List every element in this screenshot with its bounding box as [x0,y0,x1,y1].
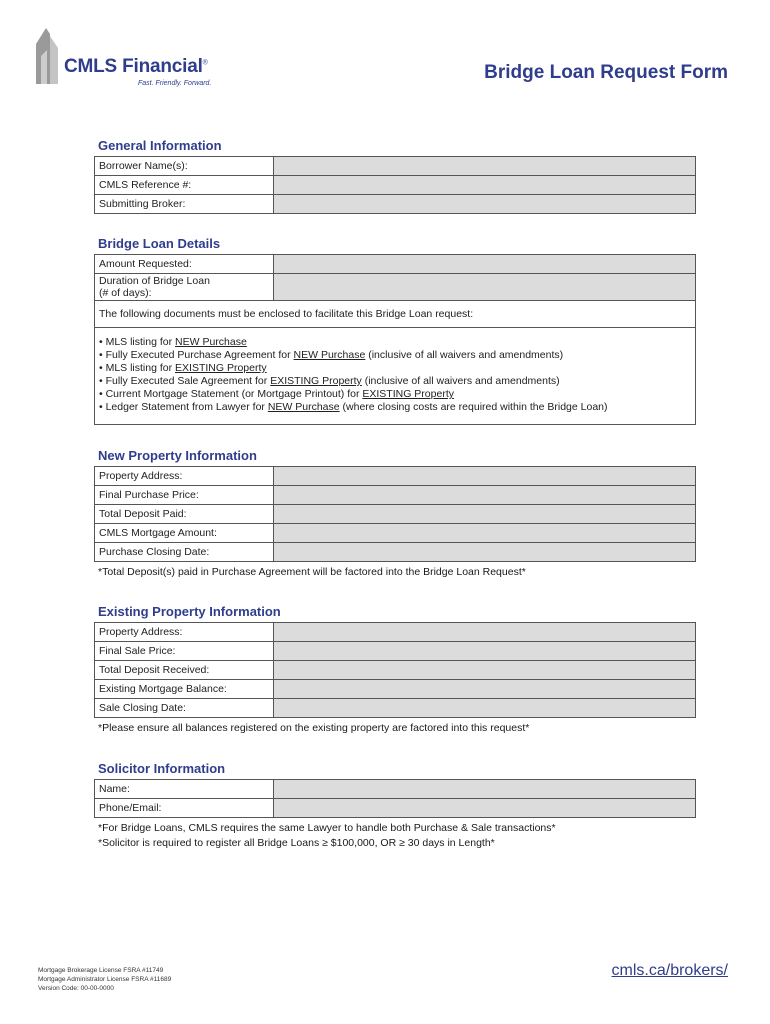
existing-property-address-field[interactable] [274,623,696,642]
list-item: • MLS listing for NEW Purchase [99,336,247,348]
table-row [95,157,696,176]
table-row [95,255,696,274]
table-row [95,328,696,425]
documents-list [99,328,691,424]
solicitor-note-registration: *Solicitor is required to register all Bridge Loans ≥ $100,000, OR ≥ 30 days in Length* [98,837,495,849]
new-property-address-label: Property Address: [95,467,274,486]
section-title: Solicitor Information [98,761,226,776]
table-row [95,780,696,799]
table-row [95,301,696,328]
version-code: Version Code: 00-00-0000 [38,985,114,992]
existing-mortgage-balance-field[interactable] [274,680,696,699]
duration-label: Duration of Bridge Loan (# of days): [95,274,274,301]
amount-requested-field[interactable] [274,255,696,274]
submitting-broker-field[interactable] [274,195,696,214]
existing-property-address-label: Property Address: [95,623,274,642]
duration-field[interactable] [274,274,696,301]
section-title: Bridge Loan Details [98,236,221,251]
cmls-logo [34,26,234,92]
borrower-name-field[interactable] [274,157,696,176]
list-item: • Fully Executed Sale Agreement for EXISTING Property (inclusive of all waivers and amendments) [99,375,560,387]
brand-name: CMLS Financial® [64,56,208,77]
total-deposit-paid-field[interactable] [274,505,696,524]
table-row [95,176,696,195]
table-row [95,467,696,486]
general-information-section [94,136,696,214]
new-property-address-field[interactable] [274,467,696,486]
documents-intro: The following documents must be enclosed to facilitate this Bridge Loan request: [95,301,696,328]
table-row [95,195,696,214]
form-title: Bridge Loan Request Form [484,62,728,83]
total-deposit-received-label: Total Deposit Received: [95,661,274,680]
bridge-loan-table [94,254,696,425]
existing-property-table [94,622,696,718]
total-deposit-paid-label: Total Deposit Paid: [95,505,274,524]
list-item: • Ledger Statement from Lawyer for NEW Purchase (where closing costs are required within the Bridge Loan) [99,401,608,413]
list-item: • Fully Executed Purchase Agreement for NEW Purchase (inclusive of all waivers and amendments) [99,349,564,361]
table-row [95,486,696,505]
table-row [95,699,696,718]
table-row [95,505,696,524]
sale-closing-date-label: Sale Closing Date: [95,699,274,718]
section-title: Existing Property Information [98,604,281,619]
table-row [95,680,696,699]
final-sale-price-label: Final Sale Price: [95,642,274,661]
table-row [95,543,696,562]
license-footer [38,966,171,993]
amount-requested-label: Amount Requested: [95,255,274,274]
solicitor-contact-label: Phone/Email: [95,799,274,818]
table-row [95,524,696,543]
brand-tagline: Fast. Friendly. Forward. [138,80,212,87]
final-sale-price-field[interactable] [274,642,696,661]
list-item: • MLS listing for EXISTING Property [99,362,267,374]
table-row [95,661,696,680]
table-row [95,799,696,818]
table-row [95,642,696,661]
documents-list-cell [95,328,696,425]
cmls-reference-label: CMLS Reference #: [95,176,274,195]
final-purchase-price-field[interactable] [274,486,696,505]
cmls-reference-field[interactable] [274,176,696,195]
solicitor-note-lawyer: *For Bridge Loans, CMLS requires the same Lawyer to handle both Purchase & Sale transactions* [98,822,556,834]
brokers-link[interactable]: cmls.ca/brokers/ [611,962,728,979]
submitting-broker-label: Submitting Broker: [95,195,274,214]
existing-mortgage-balance-label: Existing Mortgage Balance: [95,680,274,699]
solicitor-name-field[interactable] [274,780,696,799]
existing-property-note: *Please ensure all balances registered on the existing property are factored into this request* [98,722,530,734]
solicitor-section [94,759,696,851]
final-purchase-price-label: Final Purchase Price: [95,486,274,505]
section-title: New Property Information [98,448,257,463]
brokerage-license: Mortgage Brokerage License FSRA #11749 [38,967,164,974]
list-item: • Current Mortgage Statement (or Mortgage Printout) for EXISTING Property [99,388,454,400]
administrator-license: Mortgage Administrator License FSRA #11689 [38,976,172,983]
section-title: General Information [98,138,222,153]
total-deposit-received-field[interactable] [274,661,696,680]
solicitor-name-label: Name: [95,780,274,799]
new-property-note: *Total Deposit(s) paid in Purchase Agreement will be factored into the Bridge Loan Request* [98,566,526,578]
table-row [95,274,696,301]
cmls-mortgage-amount-field[interactable] [274,524,696,543]
solicitor-contact-field[interactable] [274,799,696,818]
purchase-closing-date-label: Purchase Closing Date: [95,543,274,562]
table-row [95,623,696,642]
purchase-closing-date-field[interactable] [274,543,696,562]
new-property-section [94,446,696,580]
borrower-name-label: Borrower Name(s): [95,157,274,176]
existing-property-section [94,602,696,736]
solicitor-table [94,779,696,818]
general-information-table [94,156,696,214]
cmls-mortgage-amount-label: CMLS Mortgage Amount: [95,524,274,543]
new-property-table [94,466,696,562]
bridge-loan-details-section [94,234,696,425]
sale-closing-date-field[interactable] [274,699,696,718]
